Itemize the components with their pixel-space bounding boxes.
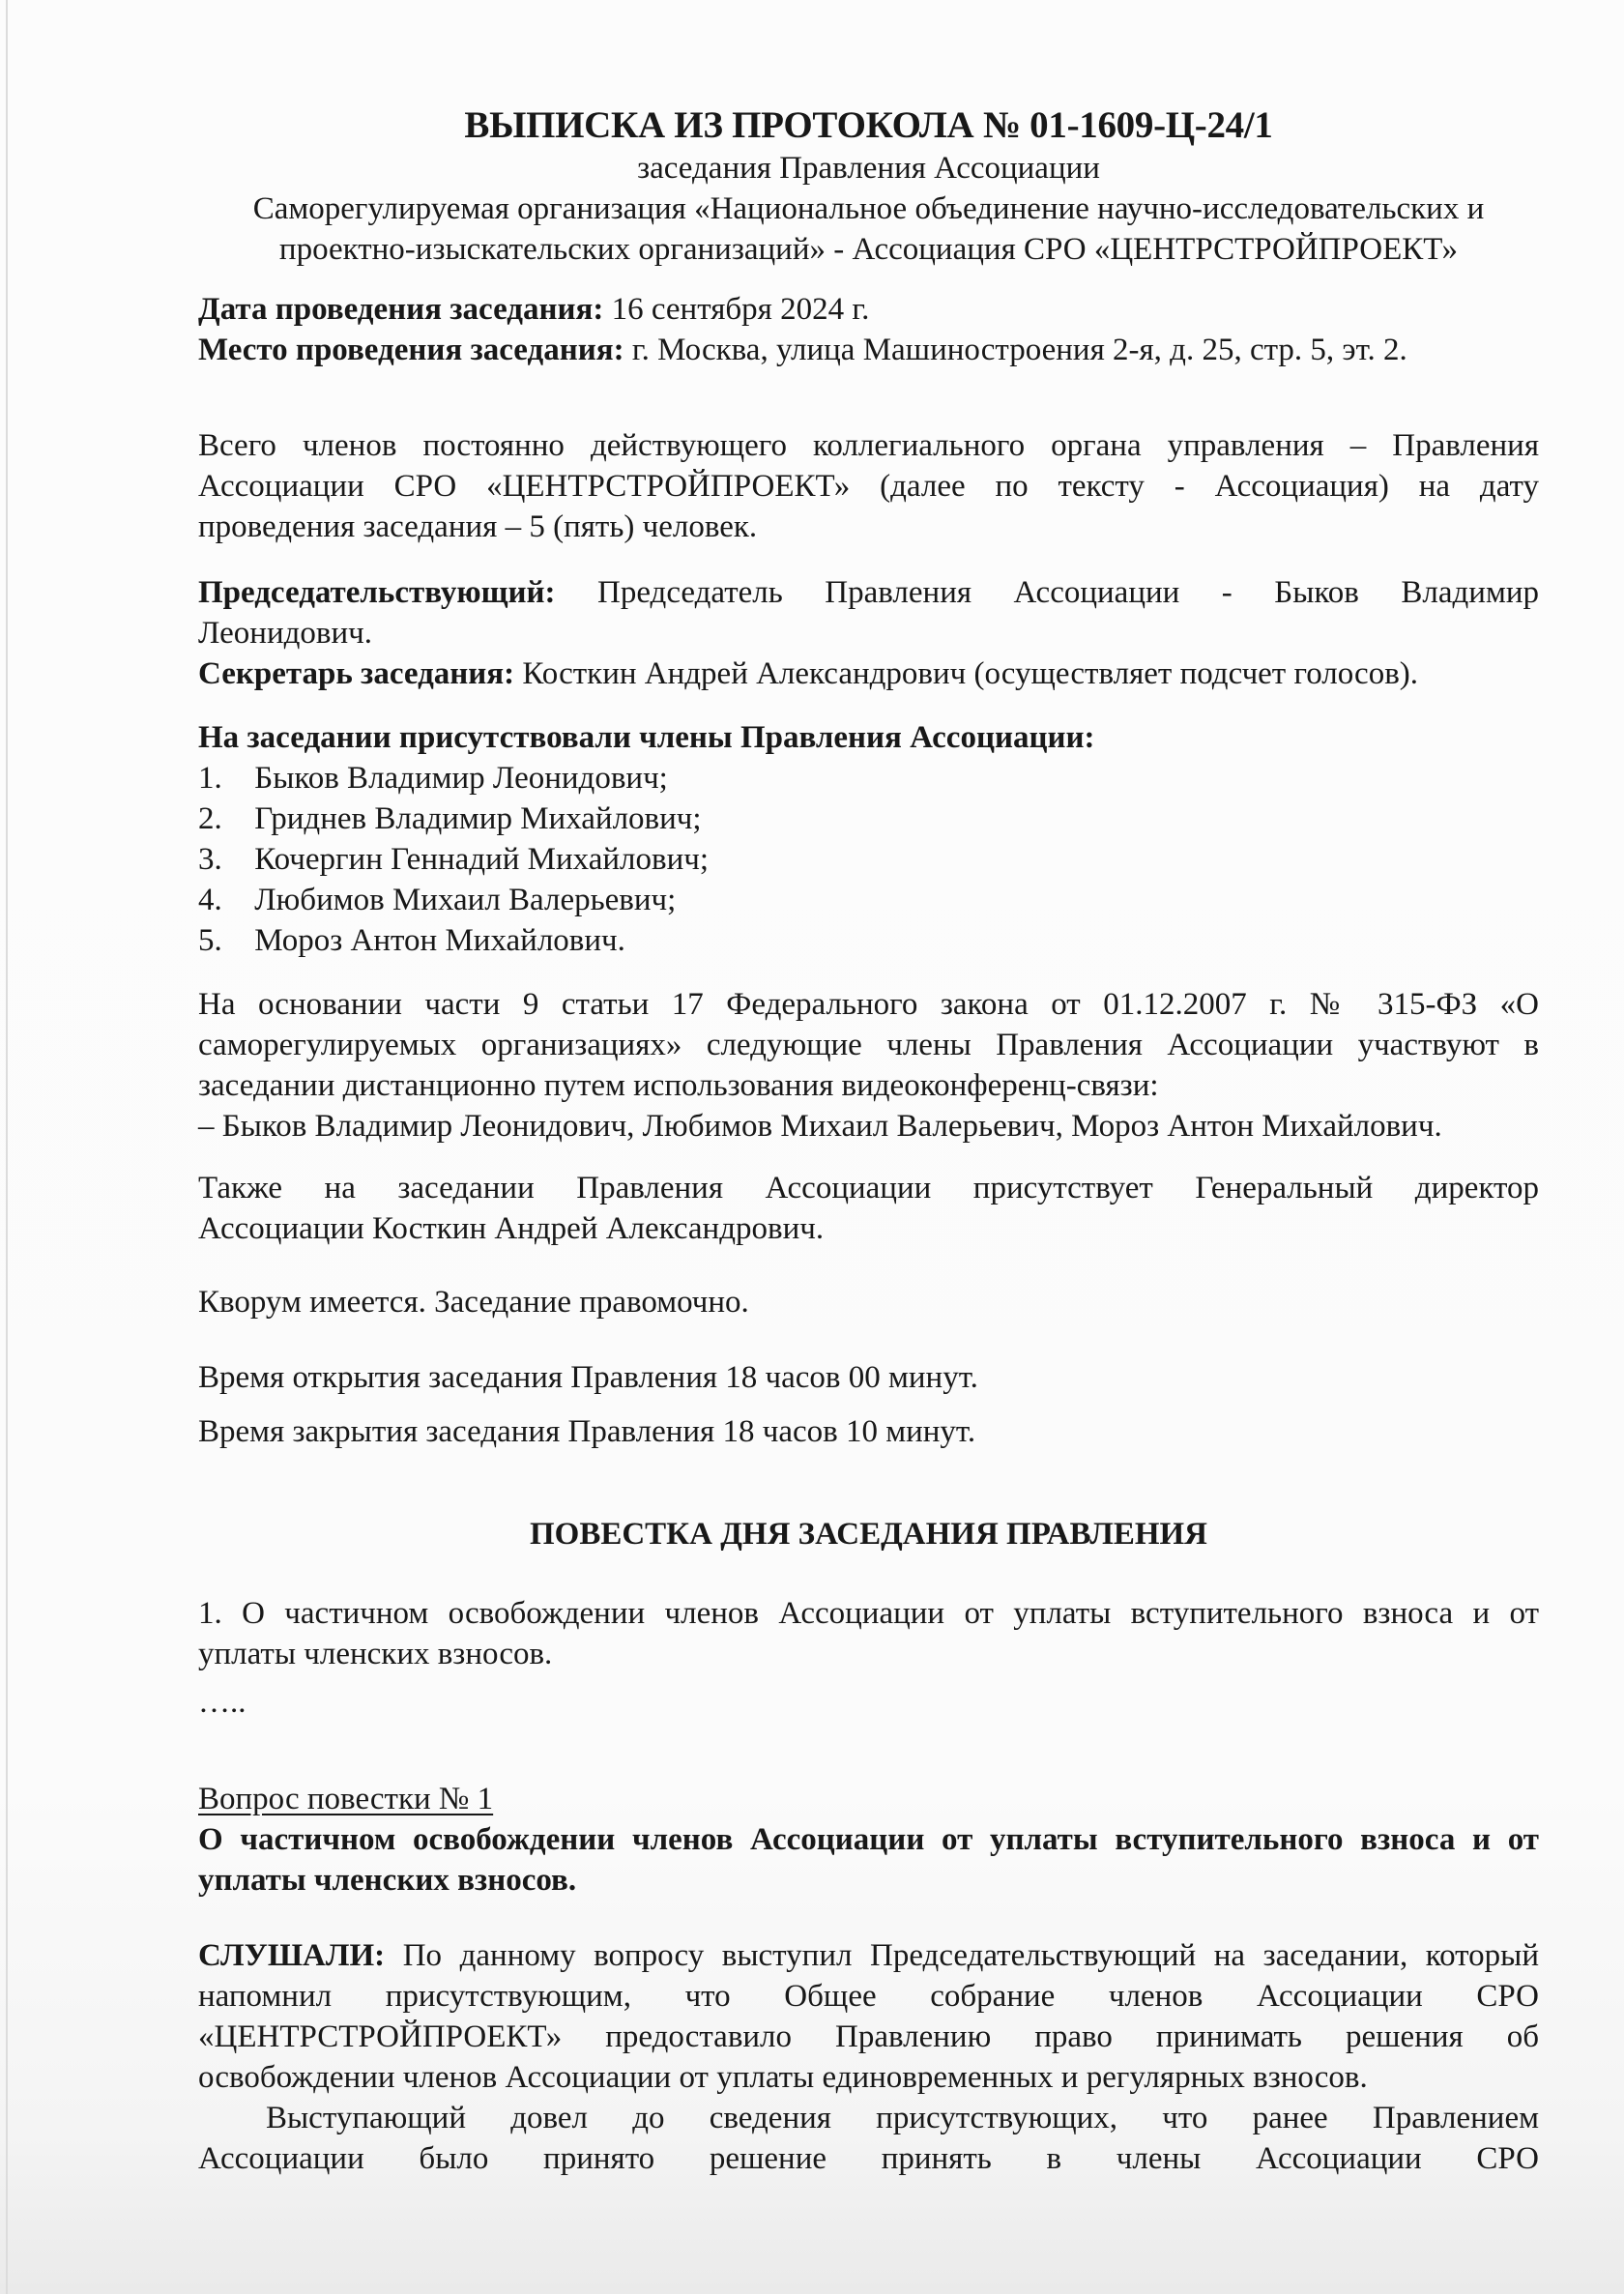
question-1-title-line-1: О частичном освобождении членов Ассоциации от уплаты вступительного взноса и от [198, 1822, 1539, 1857]
quorum-statement: Кворум имеется. Заседание правомочно. [198, 1285, 749, 1320]
board-composition-line-2: Ассоциации СРО «ЦЕНТРСТРОЙПРОЕКТ» (далее по тексту - Ассоциация) на дату [198, 469, 1539, 504]
heard-line-5: Выступающий довел до сведения присутствующих, что ранее Правлением [266, 2101, 1539, 2135]
remote-line-3: заседании дистанционно путем использования видеоконференц-связи: [198, 1068, 1159, 1103]
agenda-heading: ПОВЕСТКА ДНЯ ЗАСЕДАНИЯ ПРАВЛЕНИЯ [529, 1517, 1208, 1552]
also-present-line-1: Также на заседании Правления Ассоциации присутствует Генеральный директор [198, 1171, 1539, 1205]
meeting-place-label: Место проведения заседания: [198, 333, 624, 367]
heard-paragraph [198, 1935, 1539, 2179]
heard-line-1-text: По данному вопросу выступил Председательствующий на заседании, который [402, 1938, 1539, 1973]
attendee-list-item [198, 880, 1539, 920]
meeting-place-line [198, 330, 1539, 370]
chairman-label: Председательствующий: [198, 575, 556, 610]
heard-line-4: освобождении членов Ассоциации от уплаты единовременных и регулярных взносов. [198, 2060, 1368, 2095]
attendee-list-item [198, 839, 1539, 880]
attendee-list-item [198, 920, 1539, 961]
meeting-meta [198, 289, 1539, 370]
agenda-item-1-line-2: уплаты членских взносов. [198, 1637, 553, 1671]
document-subtitle: заседания Правления Ассоциации [637, 151, 1100, 186]
attendee-name: Любимов Михаил Валерьевич; [254, 883, 677, 917]
question-1-heading-line [198, 1779, 1539, 1819]
also-present-line-2: Ассоциации Косткин Андрей Александрович. [198, 1211, 825, 1246]
question-1-heading: Вопрос повестки № 1 [198, 1782, 494, 1816]
secretary-line [198, 653, 1539, 694]
meeting-place-value: г. Москва, улица Машиностроения 2-я, д. 25, стр. 5, эт. 2. [631, 333, 1407, 367]
chairman-line-1 [198, 572, 1539, 613]
chairman-value: Председатель Правления Ассоциации - Быков Владимир [597, 575, 1540, 610]
heard-line-3: «ЦЕНТРСТРОЙПРОЕКТ» предоставило Правлению право принимать решения об [198, 2019, 1539, 2054]
omission-ellipsis: ….. [198, 1685, 246, 1720]
secretary-label: Секретарь заседания: [198, 656, 515, 691]
heard-line-1 [198, 1935, 1539, 1976]
meeting-date-line [198, 289, 1539, 330]
question-1-title-line-2: уплаты членских взносов. [198, 1863, 577, 1898]
board-composition-paragraph [198, 425, 1539, 547]
document-title: ВЫПИСКА ИЗ ПРОТОКОЛА № 01-1609-Ц-24/1 [464, 104, 1273, 146]
board-composition-line-1: Всего членов постоянно действующего коллегиального органа управления – Правления [198, 428, 1539, 463]
attendee-name: Быков Владимир Леонидович; [254, 761, 668, 796]
remote-participation-paragraph [198, 984, 1539, 1147]
attendee-name: Гриднев Владимир Михайлович; [254, 801, 702, 836]
meeting-date-value: 16 сентября 2024 г. [611, 292, 870, 327]
remote-line-2: саморегулируемых организациях» следующие члены Правления Ассоциации участвуют в [198, 1028, 1539, 1062]
officers-block [198, 572, 1539, 694]
chairman-line-2: Леонидович. [198, 616, 373, 651]
attendee-list-item [198, 758, 1539, 799]
opening-time-line: Время открытия заседания Правления 18 часов 00 минут. [198, 1360, 978, 1395]
attendee-list-item [198, 799, 1539, 839]
also-present-paragraph [198, 1168, 1539, 1249]
question-1-block [198, 1779, 1539, 1901]
attendee-number: 3. [198, 842, 222, 877]
agenda-item-1-line-1: 1. О частичном освобождении членов Ассоциации от уплаты вступительного взноса и от [198, 1596, 1539, 1631]
meeting-date-label: Дата проведения заседания: [198, 292, 604, 327]
org-name-line-1: Саморегулируемая организация «Национальное объединение научно-исследовательских и [252, 191, 1485, 226]
attendees-block [198, 717, 1539, 961]
heard-line-6: Ассоциации было принято решение принять в члены Ассоциации СРО [198, 2141, 1539, 2176]
org-name-line-2: проектно-изыскательских организаций» - Ассоциация СРО «ЦЕНТРСТРОЙПРОЕКТ» [278, 232, 1459, 267]
heard-label: СЛУШАЛИ: [198, 1938, 386, 1973]
heard-line-2: напомнил присутствующим, что Общее собрание членов Ассоциации СРО [198, 1979, 1539, 2014]
remote-line-1: На основании части 9 статьи 17 Федерального закона от 01.12.2007 г. № 315-ФЗ «О [198, 987, 1539, 1022]
closing-time-line: Время закрытия заседания Правления 18 часов 10 минут. [198, 1414, 976, 1449]
attendee-number: 4. [198, 883, 222, 917]
agenda-item-1 [198, 1593, 1539, 1674]
remote-members-line: – Быков Владимир Леонидович, Любимов Михаил Валерьевич, Мороз Антон Михайлович. [198, 1109, 1442, 1144]
attendees-heading: На заседании присутствовали члены Правления Ассоциации: [198, 720, 1095, 755]
secretary-value: Косткин Андрей Александрович (осуществляет подсчет голосов). [522, 656, 1419, 691]
attendee-number: 1. [198, 761, 222, 796]
attendee-number: 5. [198, 923, 222, 958]
board-composition-line-3: проведения заседания – 5 (пять) человек. [198, 509, 758, 544]
attendee-name: Кочергин Геннадий Михайлович; [254, 842, 710, 877]
attendee-number: 2. [198, 801, 222, 836]
attendee-name: Мороз Антон Михайлович. [254, 923, 625, 958]
